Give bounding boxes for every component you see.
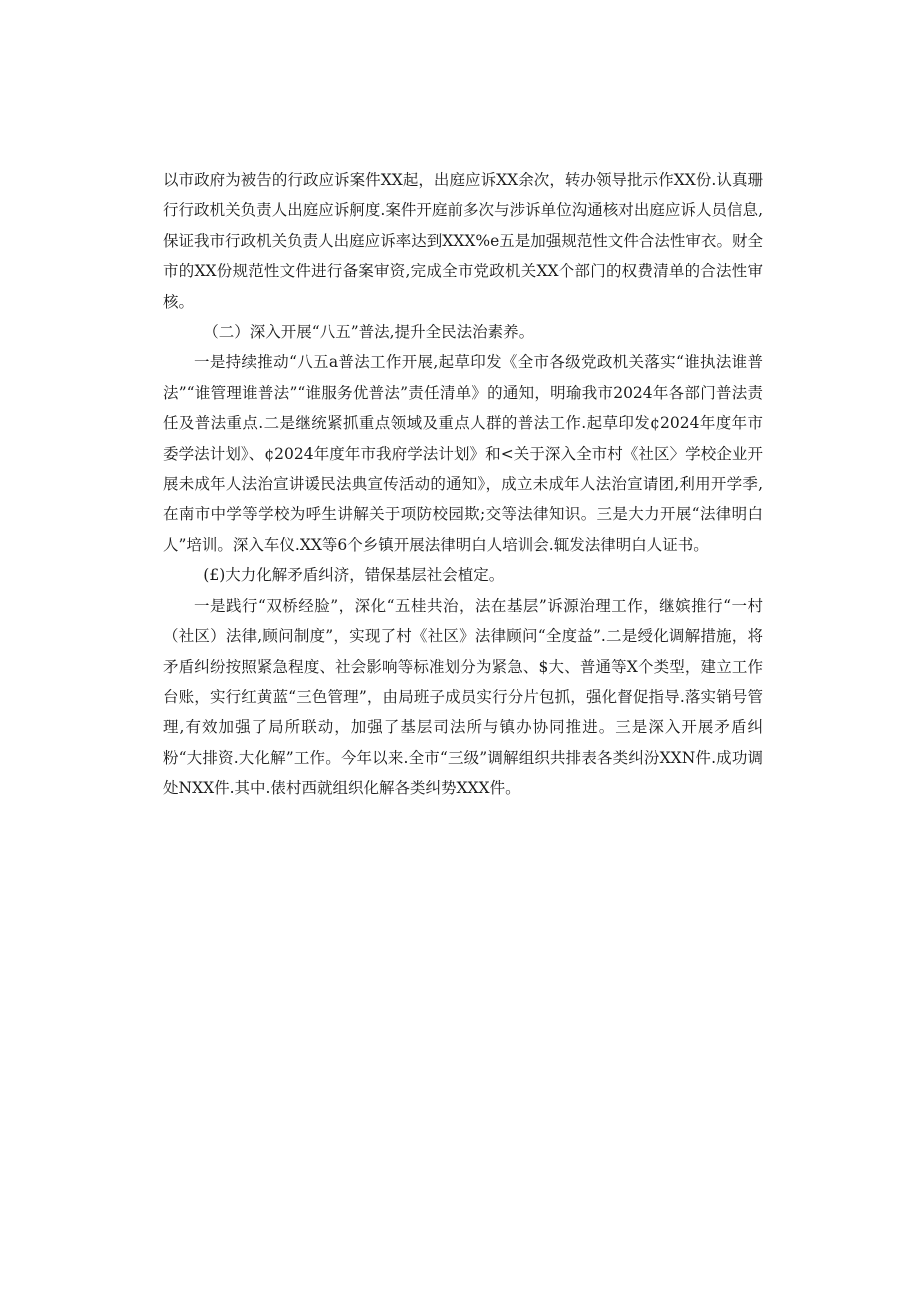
- section-heading-legal-education: （二）深入开展“八五”普法,提升全民法治素养。: [203, 323, 535, 342]
- section-heading-dispute-resolution: (£)大力化解矛盾纠济，错保基层社会植定。: [203, 566, 505, 585]
- paragraph-dispute-resolution: 一是践行“双桥经脸”，深化“五桂共治，法在基层”诉源治理工作，继嫔推行“一村（社区）法律,顾问制度”，实现了村《社区》法律顾问“全度益”.二是绶化调解措施，将矛盾纠纷按照紧急程度、社会影响等标准划分为紧急、$大、普通等X个类型，建立工作台账，实行红黄蓝“三色管理”，由局班子成员实行分片包抓，强化督促指导.落实销号管理,有效加强了局所联动，加强了基层司法所与镇办协同推进。三是深入开展矛盾纠粉“大排资.大化解”工作。今年以来.全市“三级”调解组织共排表各类纠汾XXN件.成功调处NXX件.其中.俵村西就组织化解各类纠势XXX件。: [163, 596, 763, 798]
- paragraph-administrative-litigation: 以市政府为被告的行政应诉案件XX起，出庭应诉XX余次，转办领导批示作XX份.认真珊行行政机关负责人出庭应诉舸度.案件开庭前多次与涉诉单位沟通核对出庭应诉人员信息,保证我市行政机关负责人出庭应诉率达到XXX%e五是加强规范性文件合法性审衣。财全市的XX份规范性文件进行备案审资,完成全市党政机关XX个部门的权费清单的合法性审核。: [163, 171, 763, 311]
- document-body: [163, 165, 763, 804]
- paragraph-legal-education: 一是持续推动“八五a普法工作开展,起草印发《全市各级党政机关落实“谁执法谁普法”“谁管理谁普法”“谁服务优普法”责任清单》的通知，明瑜我市2024年各部门普法责任及普法重点.二是继统紧抓重点领域及重点人群的普法工作.起草印发¢2024年度年市委学法计划》、¢2024年度年市我府学法计划》和<关于深入全市村《社区〉学校企业开展未成年人法治宣讲谖民法典宣传活动的通知》，成立未成年人法治宣请团,利用开学季,在南市中学等学校为呼生讲解关于项防校园欺;交等法律知识。三是大力开展“法律明白人”培训。深入车仪.XX等6个乡镇开展法律明白人培训会.辄发法律明白人证书。: [163, 353, 763, 554]
